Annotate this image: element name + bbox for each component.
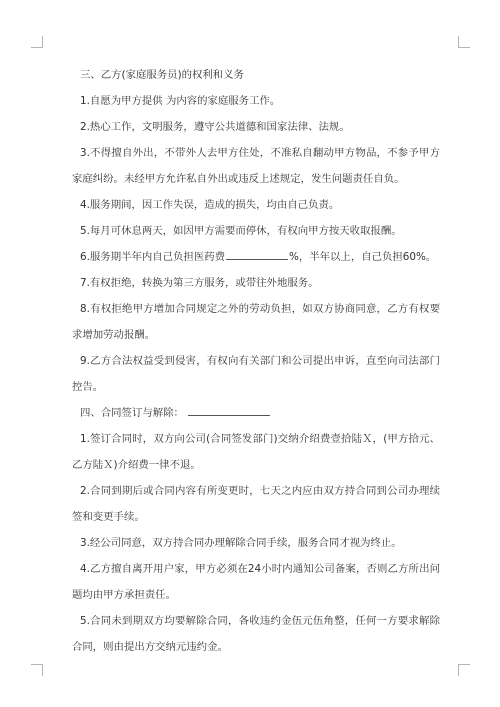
crop-mark-top-right (458, 36, 470, 48)
document-body (72, 62, 440, 660)
clause-4-1: 1.签订合同时，双方向公司(合同签发部门)交纳介绍费壹拾陆Ｘ，(甲方拾元、乙方陆Ｘ)介绍费一律不退。 (72, 433, 440, 471)
clause-3-9: 9.乙方合法权益受到侵害，有权向有关部门和公司提出申诉，直至向司法部门控告。 (72, 355, 440, 393)
section-3-heading: 三、乙方(家庭服务员)的权利和义务 (80, 69, 244, 81)
fill-in-blank-medical-percent[interactable] (226, 250, 288, 260)
clause-4-2: 2.合同到期后或合同内容有所变更时，七天之内应由双方持合同到公司办理续签和变更手续。 (72, 485, 440, 523)
clause-3-6-suffix: %，半年以上，自己负担60%。 (289, 251, 437, 263)
crop-mark-bottom-right (458, 664, 470, 676)
crop-mark-bottom-left (31, 664, 43, 676)
clause-3-2: 2.热心工作，文明服务，遵守公共道德和国家法律、法规。 (80, 121, 350, 133)
clause-3-6-prefix: 6.服务期半年内自己负担医药费 (80, 251, 225, 263)
clause-3-7: 7.有权拒绝，转换为第三方服务，或带往外地服务。 (80, 277, 319, 289)
clause-3-1: 1.自愿为甲方提供 为内容的家庭服务工作。 (80, 95, 281, 107)
crop-mark-top-left (31, 36, 43, 48)
clause-3-4: 4.服务期间，因工作失误，造成的损失，均由自己负责。 (80, 199, 340, 211)
clause-4-3: 3.经公司同意，双方持合同办理解除合同手续，服务合同才视为终止。 (80, 537, 402, 549)
clause-3-8: 8.有权拒绝甲方增加合同规定之外的劳动负担，如双方协商同意，乙方有权要求增加劳动报酬。 (72, 303, 440, 341)
clause-3-3: 3.不得擅自外出，不带外人去甲方住处，不准私自翻动甲方物品，不参予甲方家庭纠纷。未经甲方允许私自外出或违反上述规定，发生问题责任自负。 (72, 147, 440, 185)
clause-4-5: 5.合同未到期双方均要解除合同，各收违约金伍元伍角整，任何一方要求解除合同，则由提出方交纳元违约金。 (72, 615, 440, 653)
section-4-title: 四、合同签订与解除： (80, 407, 184, 419)
fill-in-blank-section-4[interactable] (188, 406, 270, 416)
clause-4-4: 4.乙方擅自离开用户家，甲方必须在24小时内通知公司备案，否则乙方所出问题均由甲方承担责任。 (72, 563, 440, 601)
section-4-heading (80, 400, 440, 426)
clause-3-5: 5.每月可休息两天，如因甲方需要而停休，有权向甲方按天收取报酬。 (80, 225, 402, 237)
clause-3-6 (72, 244, 440, 270)
